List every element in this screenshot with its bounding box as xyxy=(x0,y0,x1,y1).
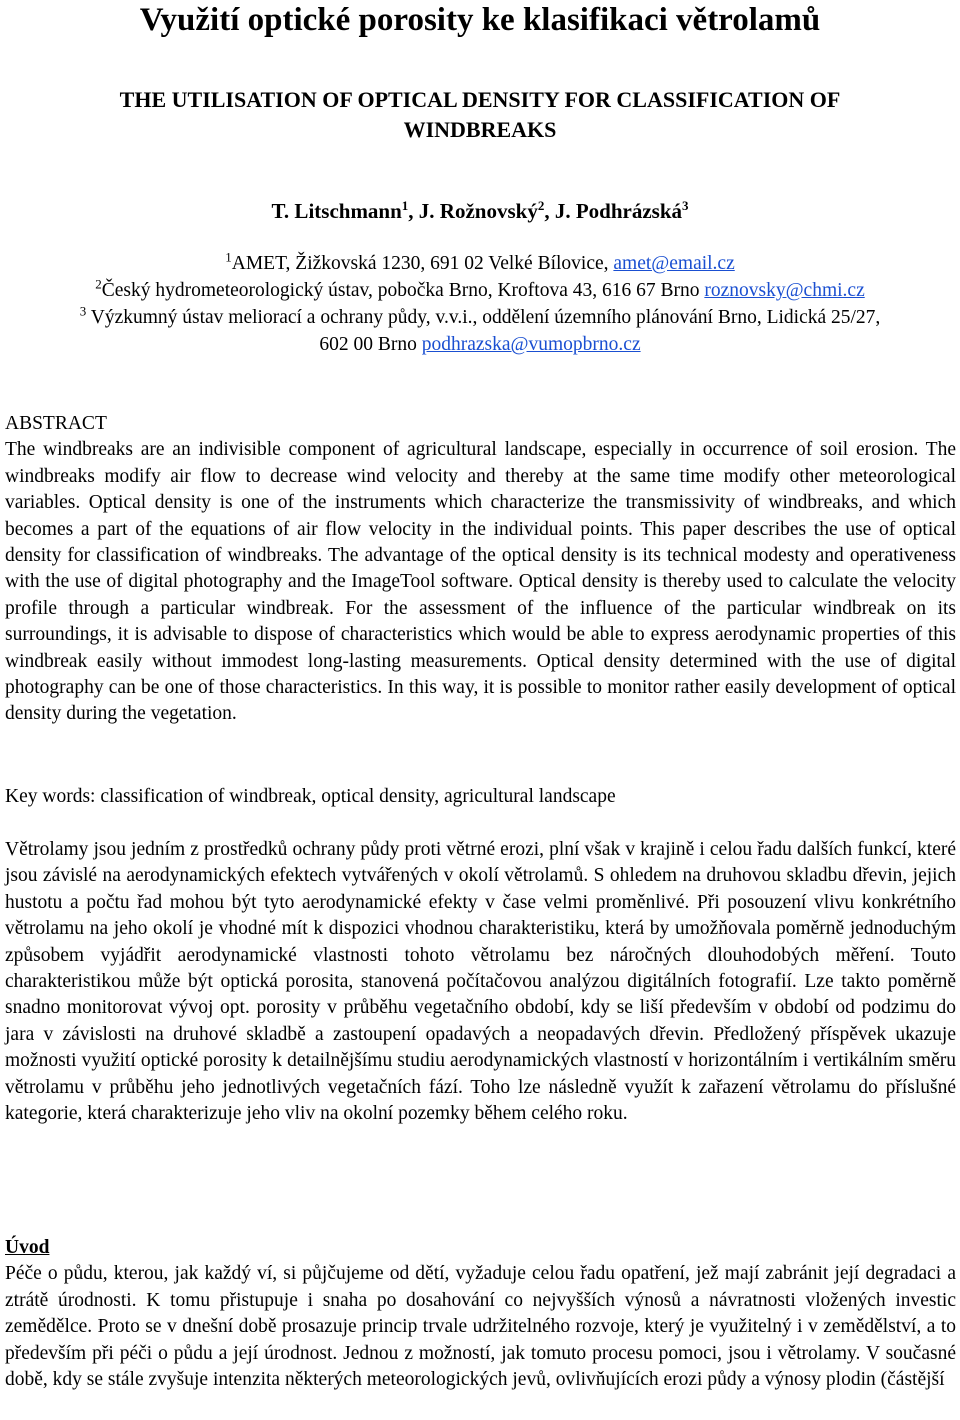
section-heading-uvod: Úvod xyxy=(5,1237,50,1258)
author-affiliation-mark: 1 xyxy=(401,198,409,213)
email-link[interactable]: podhrazska@vumopbrno.cz xyxy=(421,334,641,355)
intro-section xyxy=(5,1235,956,1393)
author-name: J. Podhrázská xyxy=(554,199,683,223)
abstract-section xyxy=(5,411,956,728)
affiliation-2: $^2$Český hydrometeorologický ústav, pobočka Brno, Kroftova 43, 616 67 Brno roznovsky@chmi.cz xyxy=(95,276,865,301)
affiliation-3: $^3$ Výzkumný ústav meliorací a ochrany půdy, v.v.i., oddělení územního plánování Brno, Lidická 25/27, xyxy=(79,303,881,328)
intro-text: Péče o půdu, kterou, jak každý ví, si půjčujeme od dětí, vyžaduje celou řadu opatření, jež mají zabránit její degradaci a ztrátě úrodnosti. K tomu přistupuje i snaha po dosahování co nejvyšších výnosů a návratnosti vložených investic zemědělce. Proto se v dnešní době prosazuje princip trvale udržitelného rozvoje, který je využitelný i v zemědělství, a to především při péči o půdu a její úrodnost. Jednou z možností, jak tomuto procesu pomoci, jsou i větrolamy. V současné době, kdy se stále zvyšuje intenzita některých meteorologických jevů, ovlivňujících erozi půdy a výnosy plodin (částější xyxy=(5,1263,956,1391)
author-name: T. Litschmann xyxy=(271,199,402,223)
author-affiliation-mark: 3 xyxy=(682,198,689,213)
abstract-text: The windbreaks are an indivisible component of agricultural landscape, especially in occurrence of soil erosion. The windbreaks modify air flow to decrease wind velocity and thereby at the same time modify other meteorological variables. Optical density is one of the instruments which characterize the transmissivity of windbreaks, and which becomes a part of the equations of air flow velocity in the individual points. This paper describes the use of optical density for classification of windbreaks. The advantage of the optical density is its technical modesty and operativeness with the use of digital photography and the ImageTool software. Optical density is thereby used to calculate the velocity profile through a particular windbreak. For the assessment of the influence of the particular windbreak on its surroundings, it is advisable to dispose of characteristics which would be able to express aerodynamic properties of this windbreak easily without immodest long-lasting measurements. Optical density determined with the use of digital photography can be one of those characteristics. In this way, it is possible to monitor rather easily development of optical density during the vegetation. xyxy=(5,439,956,725)
english-title xyxy=(0,85,960,145)
author-list: T. Litschmann$^1$, J. Rožnovský$^2$, J. Podhrázská$^3$ xyxy=(271,198,689,223)
abstract-heading: ABSTRACT xyxy=(5,413,107,434)
english-title-line-1: THE UTILISATION OF OPTICAL DENSITY FOR CLASSIFICATION OF xyxy=(119,87,841,112)
author-affiliation-mark: 2 xyxy=(537,198,545,213)
author-name: J. Rožnovský xyxy=(418,199,538,223)
email-link[interactable]: roznovsky@chmi.cz xyxy=(704,280,865,301)
affiliations xyxy=(0,250,960,358)
czech-abstract: Větrolamy jsou jedním z prostředků ochrany půdy proti větrné erozi, plní však v krajině i celou řadu dalších funkcí, které jsou závislé na aerodynamických efektech vytvářených v okolí větrolamů. S ohledem na druhovou skladbu dřevin, jejich hustotu a počtu řad mohou být tyto aerodynamické efekty v čase velmi proměnlivé. Při posouzení vlivu konkrétního větrolamu na jeho okolí je vhodné mít k dispozici vhodnou charakteristiku, která by umožňovala poměrně jednoduchým způsobem vyjádřit aerodynamické vlastnosti tohoto větrolamu bez náročných dlouhodobých měření. Touto charakteristikou může být optická porosita, stanovená počítačovou analýzou digitálních fotografií. Lze takto poměrně snadno monitorovat vývoj opt. porosity v průběhu vegetačního období, kdy se liší především v období od podzimu do jara v závislosti na druhové skladbě a zastoupení opadavých a neopadavých dřevin. Předložený příspěvek ukazuje možnosti využití optické porosity k detailnějšímu studiu aerodynamických vlastností v horizontálním i vertikálním směru větrolamu v průběhu jeho jednotlivých vegetačních fází. Toho lze následně využít k zařazení větrolamu do příslušné kategorie, která charakterizuje jeho vliv na okolní pozemky během celého roku. xyxy=(5,839,956,1125)
email-link[interactable]: amet@email.cz xyxy=(613,253,735,274)
affiliation-1: $^1$AMET, Žižkovská 1230, 691 02 Velké Bílovice, amet@email.cz xyxy=(225,249,735,274)
affiliation-3-cont: 602 00 Brno podhrazska@vumopbrno.cz xyxy=(319,334,641,355)
keywords: Key words: classification of windbreak, optical density, agricultural landscape xyxy=(5,786,616,807)
paper-title: Využití optické porosity ke klasifikaci větrolamů xyxy=(139,2,821,38)
english-title-line-2: WINDBREAKS xyxy=(403,117,557,142)
